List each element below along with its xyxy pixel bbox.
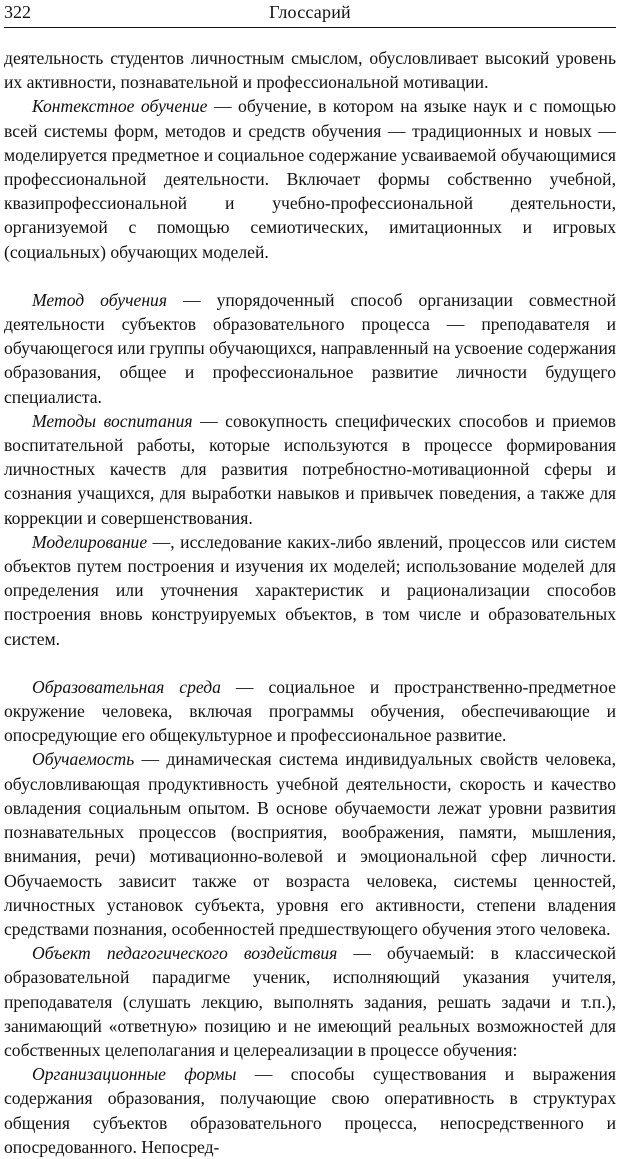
header-rule <box>4 27 616 28</box>
glossary-term: Метод обучения <box>32 289 168 310</box>
glossary-entry <box>4 409 616 530</box>
running-title: Глоссарий <box>269 2 351 22</box>
glossary-term: Обучаемость <box>32 749 135 770</box>
definition-text: — обучение, в котором на языке наук и с помощью всей системы форм, методов и средств обучения — традиционных и новых — моделируется предметное и социальное содержание усваиваемой обучающимися профессиональной деятельности. Включает формы собственно учебной, квазипрофессиональной и учебно-профессиональной деятельности, организуемой с помощью семиотических, имитационных и игровых (социальных) обучающих моделей. <box>4 96 616 262</box>
definition-text: деятельность студентов личностным смыслом, обусловливает высокий уровень их активности, познавательной и профессиональной мотивации. <box>4 48 616 93</box>
glossary-entry <box>4 94 616 263</box>
glossary-term: Контекстное обучение <box>32 96 208 117</box>
definition-text: — динамическая система индивидуальных свойств человека, обусловливающая продуктивность учебной деятельности, скорость и качество овладения социальным опытом. В основе обучаемости лежат уровни развития познавательных процессов (восприятия, воображения, памяти, мышления, внимания, речи) мотивационно-волевой и эмоциональной сфер личности. Обучаемость зависит также от возраста человека, системы ценностей, личностных установок субъекта, уровня его активности, степени владения средствами познания, особенностей предшествующего обучения этого человека. <box>4 749 616 939</box>
definition-text: — совокупность специфических способов и приемов воспитательной работы, которые используются в процессе формирования личностных качеств для развития потребностно-мотивационной сферы и сознания учащихся, для выработки навыков и привычек поведения, а также для коррекции и совершенствования. <box>4 410 616 528</box>
glossary-term: Организационные формы <box>32 1064 237 1085</box>
glossary-term: Методы воспитания <box>32 410 193 431</box>
glossary-term: Образовательная среда <box>32 676 221 697</box>
definition-text: —, исследование каких-либо явлений, процессов или систем объектов путем построения и изучения их моделей; использование моделей для определения или уточнения характеристик и рационализации способов построения вновь конструируемых объектов, в том числе и образовательных систем. <box>4 531 616 649</box>
glossary-term: Объект педагогического воздействия <box>32 943 338 964</box>
definition-text: — обучаемый: в классической образовательной парадигме ученик, исполняющий указания учителя, преподавателя (слушать лекцию, выполнять задания, решать задачи и т.п.), занимающий «ответную» позицию и не имеющий реальных возможностей для собственных целеполагания и целереализации в процессе обучения: <box>4 943 616 1060</box>
glossary-entry <box>4 941 616 1062</box>
glossary-paragraph-continuation <box>4 46 616 94</box>
definition-text: — социальное и пространственно-предметное окружение человека, включая программы обучения, обеспечивающие и опосредующие его общекультурное и профессиональное развитие. <box>4 676 616 746</box>
glossary-entry <box>4 530 616 651</box>
page-header <box>4 0 616 26</box>
glossary-body <box>4 46 616 1159</box>
glossary-entry <box>4 747 616 941</box>
glossary-entry <box>4 288 616 409</box>
glossary-term: Моделирование <box>32 531 148 552</box>
glossary-entry <box>4 1062 616 1159</box>
glossary-entry <box>4 675 616 748</box>
definition-text: — упорядоченный способ организации совместной деятельности субъектов образовательного процесса — преподавателя и обучающегося или группы обучающихся, направленный на усвоение содержания образования, общее и профессиональное развитие личности будущего специалиста. <box>4 289 617 407</box>
definition-text: — способы существования и выражения содержания образования, получающие свою оперативность в структурах общения субъектов образовательного процесса, непосредственного и опосредованного. Непосред- <box>4 1064 616 1157</box>
page-number: 322 <box>4 2 31 22</box>
